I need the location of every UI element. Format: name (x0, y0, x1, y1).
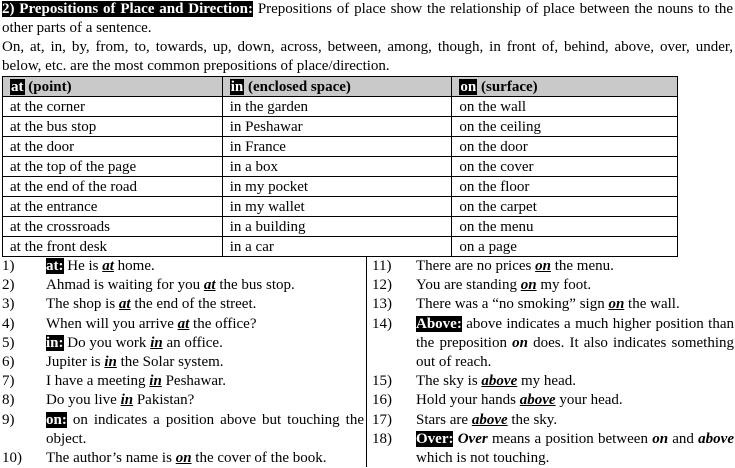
example-number: 14) (372, 315, 392, 332)
header-word: in (230, 78, 244, 95)
table-cell: at the crossroads (3, 217, 223, 237)
header-in (222, 77, 452, 97)
preposition-keyword: in (149, 373, 162, 390)
table-row (3, 237, 678, 257)
preposition-keyword: at (177, 315, 190, 332)
header-on (452, 77, 678, 97)
example-item (2, 257, 364, 276)
example-number: 17) (372, 411, 392, 428)
table-cell: at the entrance (3, 197, 223, 217)
example-label: Over: (416, 430, 454, 447)
table-cell: on the menu (452, 217, 678, 237)
preposition-keyword: above (481, 373, 518, 390)
intro-definition: Prepositions of place show the relationship of place between the nouns to the other parts of a sentence. (2, 1, 733, 36)
table-row (3, 157, 678, 177)
preposition-keyword: in (150, 334, 163, 351)
example-item (2, 315, 364, 334)
example-text: You are standing on my foot. (416, 277, 592, 294)
preposition-keyword: in (104, 354, 117, 371)
header-word: at (11, 78, 24, 95)
table-row (3, 97, 678, 117)
example-item (372, 257, 734, 276)
example-number: 5) (2, 334, 15, 351)
example-item (2, 334, 364, 353)
preposition-keyword: above (471, 411, 508, 428)
example-text: Above: above indicates a much higher position than the preposition on does. It also indicates something out of reach. (416, 315, 734, 371)
preposition-keyword: on (512, 334, 528, 351)
example-item (2, 449, 364, 468)
example-text: Jupiter is in the Solar system. (46, 354, 224, 371)
example-item (372, 315, 734, 373)
example-number: 18) (372, 430, 392, 447)
table-row (3, 117, 678, 137)
table-row (3, 177, 678, 197)
preposition-keyword: at (203, 277, 216, 294)
example-text: There was a “no smoking” sign on the wall. (416, 296, 680, 313)
preposition-keyword: in (120, 392, 134, 409)
example-item (2, 276, 364, 295)
table-cell: in my pocket (222, 177, 452, 197)
example-text: Do you live in Pakistan? (46, 392, 195, 409)
table-cell: at the end of the road (3, 177, 223, 197)
table-cell: in a car (222, 237, 452, 257)
prepositions-table (2, 76, 678, 257)
header-at (3, 77, 223, 97)
header-word: on (460, 78, 477, 95)
preposition-keyword: on (652, 430, 669, 447)
examples-left-column (2, 257, 364, 468)
example-item (372, 295, 734, 314)
example-number: 6) (2, 354, 15, 371)
intro-list: On, at, in, by, from, to, towards, up, down, across, between, among, though, in front of, behind, above, over, under, below, etc. are the most common prepositions of place/direction. (2, 39, 733, 74)
example-label: Above: (416, 315, 462, 332)
example-text: in: Do you work in an office. (46, 334, 223, 351)
table-cell: in France (222, 137, 452, 157)
intro-paragraph (2, 0, 733, 38)
example-text: Over: Over means a position between on and above which is not touching. (416, 430, 734, 467)
section-heading: 2) Prepositions of Place and Direction: (2, 1, 253, 17)
table-cell: in a box (222, 157, 452, 177)
preposition-keyword: above (698, 430, 734, 447)
header-desc: (surface) (477, 78, 538, 95)
example-item (2, 295, 364, 314)
example-number: 11) (372, 258, 392, 274)
table-row (3, 217, 678, 237)
table-cell: in a building (222, 217, 452, 237)
table-row (3, 197, 678, 217)
example-number: 16) (372, 392, 392, 409)
header-desc: (point) (24, 78, 72, 95)
example-number: 7) (2, 373, 15, 390)
table-cell: on the floor (452, 177, 678, 197)
example-text: Ahmad is waiting for you at the bus stop. (46, 277, 295, 294)
example-item (372, 276, 734, 295)
table-cell: at the corner (3, 97, 223, 117)
example-item (372, 430, 734, 468)
example-number: 3) (2, 296, 15, 313)
example-text: Stars are above the sky. (416, 411, 558, 428)
preposition-keyword: on (175, 450, 192, 467)
example-label: on: (46, 411, 67, 428)
preposition-keyword: at (118, 296, 131, 313)
example-item (2, 372, 364, 391)
preposition-keyword: on (608, 296, 625, 313)
example-text: There are no prices on the menu. (416, 258, 614, 274)
example-item (2, 391, 364, 410)
examples-right-column (372, 257, 734, 468)
example-text: When will you arrive at the office? (46, 315, 257, 332)
example-item (2, 411, 364, 449)
table-cell: on the wall (452, 97, 678, 117)
example-text: I have a meeting in Peshawar. (46, 373, 226, 390)
example-text: The sky is above my head. (416, 373, 576, 390)
example-text: Hold your hands above your head. (416, 392, 623, 409)
example-number: 15) (372, 373, 392, 390)
example-label: at: (46, 258, 64, 274)
example-number: 10) (2, 450, 22, 467)
preposition-keyword: Over (453, 430, 488, 447)
table-cell: on the ceiling (452, 117, 678, 137)
table-header-row (3, 77, 678, 97)
example-text: The shop is at the end of the street. (46, 296, 257, 313)
example-text: on: on indicates a position above but touching the object. (46, 411, 364, 447)
table-cell: at the top of the page (3, 157, 223, 177)
example-text: The author’s name is on the cover of the book. (46, 450, 327, 467)
table-cell: on the door (452, 137, 678, 157)
example-number: 13) (372, 296, 392, 313)
table-cell: at the front desk (3, 237, 223, 257)
table-cell: at the bus stop (3, 117, 223, 137)
example-label: in: (46, 334, 64, 351)
example-text: at: He is at home. (46, 258, 155, 274)
example-number: 2) (2, 277, 15, 294)
table-cell: at the door (3, 137, 223, 157)
example-item (372, 391, 734, 410)
column-divider (366, 257, 367, 467)
table-row (3, 137, 678, 157)
example-number: 4) (2, 315, 15, 332)
example-item (2, 353, 364, 372)
table-cell: in the garden (222, 97, 452, 117)
table-cell: in my wallet (222, 197, 452, 217)
table-cell: on the carpet (452, 197, 678, 217)
example-number: 9) (2, 411, 15, 428)
example-item (372, 372, 734, 391)
example-number: 1) (2, 258, 15, 274)
table-cell: on a page (452, 237, 678, 257)
intro-section (2, 0, 733, 76)
header-desc: (enclosed space) (244, 78, 351, 95)
preposition-keyword: above (519, 392, 556, 409)
preposition-keyword: at (102, 258, 114, 274)
preposition-keyword: on (520, 277, 537, 294)
table-cell: in Peshawar (222, 117, 452, 137)
table-cell: on the cover (452, 157, 678, 177)
example-number: 8) (2, 392, 15, 409)
example-number: 12) (372, 277, 392, 294)
example-item (372, 411, 734, 430)
preposition-keyword: on (535, 258, 551, 274)
